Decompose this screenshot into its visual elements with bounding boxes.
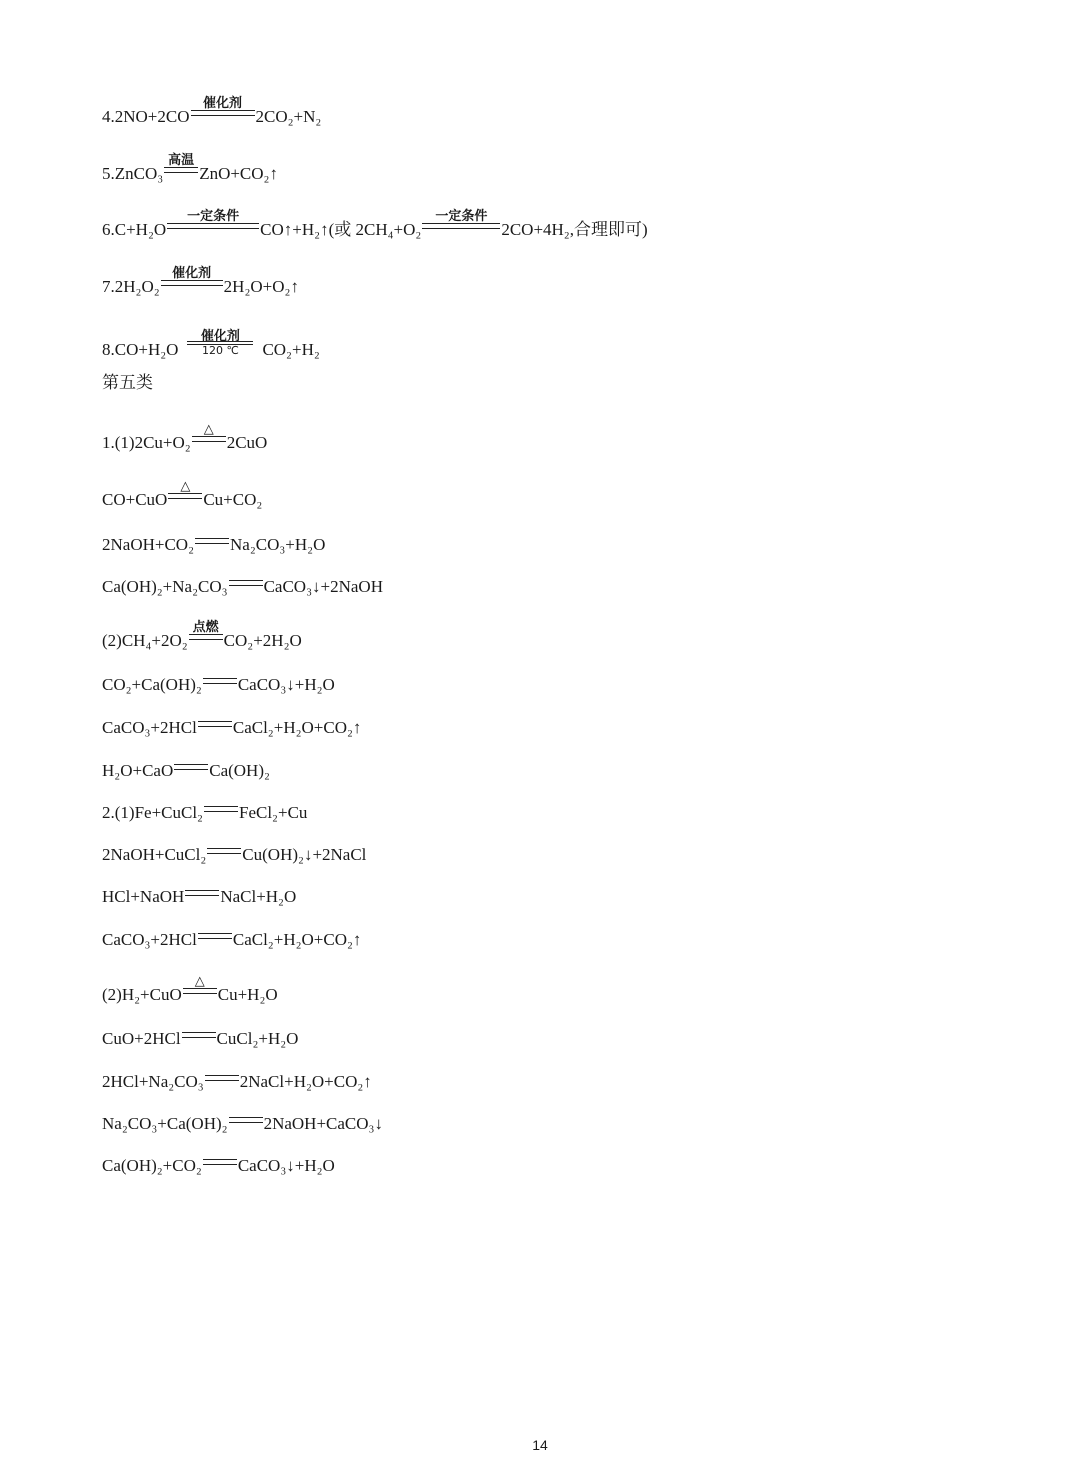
equation-line bbox=[102, 1024, 298, 1049]
reaction-equals-sign bbox=[202, 670, 238, 690]
equation-text: 2CO+4H₂,合理即可) bbox=[501, 220, 648, 239]
equation-text: 2CuO bbox=[226, 433, 268, 452]
double-line-equals bbox=[195, 538, 229, 544]
equation-text: Na₂CO₃+H₂O bbox=[230, 535, 326, 554]
double-line-equals bbox=[229, 580, 263, 586]
double-line-equals bbox=[204, 806, 238, 812]
reaction-condition-label: 一定条件 bbox=[187, 209, 240, 224]
equation-text: Cu+CO₂ bbox=[203, 490, 263, 509]
reaction-condition-label: 催化剂 bbox=[200, 329, 240, 344]
reaction-condition-label: △ bbox=[180, 479, 191, 494]
equation-text: CaCl₂+H₂O+CO₂↑ bbox=[232, 930, 362, 949]
equation-text: FeCl₂+Cu bbox=[239, 803, 308, 822]
double-line-equals bbox=[161, 280, 223, 286]
double-line-equals bbox=[205, 1075, 239, 1081]
reaction-equals-sign bbox=[190, 96, 256, 122]
page-number: 14 bbox=[532, 1437, 548, 1453]
equation-line bbox=[102, 266, 299, 297]
reaction-equals-sign bbox=[173, 756, 209, 776]
equation-text: CuO+2HCl bbox=[102, 1029, 181, 1048]
equation-text: CO₂+H₂ bbox=[262, 340, 320, 359]
double-line-equals bbox=[185, 890, 219, 896]
reaction-equals-sign bbox=[167, 479, 203, 505]
section-heading bbox=[102, 373, 153, 393]
reaction-equals-sign bbox=[421, 209, 501, 235]
reaction-equals-sign bbox=[166, 209, 260, 235]
reaction-condition-label: △ bbox=[194, 974, 205, 989]
equation-line bbox=[102, 530, 325, 555]
double-line-equals bbox=[167, 223, 259, 229]
equation-line bbox=[102, 882, 296, 907]
reaction-equals-sign bbox=[203, 798, 239, 818]
equation-line bbox=[102, 925, 361, 950]
reaction-condition-label: 高温 bbox=[168, 153, 195, 168]
reaction-condition-label: 一定条件 bbox=[435, 209, 488, 224]
double-line-equals bbox=[198, 933, 232, 939]
reaction-equals-sign bbox=[163, 153, 199, 179]
equation-text: Ca(OH)₂ bbox=[209, 761, 270, 780]
equation-text: CuCl₂+H₂O bbox=[216, 1029, 299, 1048]
equation-text: 2.(1)Fe+CuCl₂ bbox=[102, 803, 203, 822]
equation-text: CO₂+Ca(OH)₂ bbox=[102, 675, 202, 694]
double-line-equals bbox=[203, 678, 237, 684]
equation-text: 2NaOH+CuCl₂ bbox=[102, 845, 207, 864]
equation-line bbox=[102, 329, 320, 360]
equation-text: Cu+H₂O bbox=[217, 985, 278, 1004]
equation-text: 7.2H₂O₂ bbox=[102, 277, 160, 296]
double-line-equals bbox=[191, 110, 255, 116]
reaction-equals-sign bbox=[204, 1067, 240, 1087]
equation-text: CO↑+H₂↑(或 2CH₄+O₂ bbox=[260, 220, 422, 239]
equation-line bbox=[102, 1109, 383, 1134]
reaction-equals-sign bbox=[160, 266, 224, 292]
equation-line bbox=[102, 479, 263, 510]
reaction-equals-sign bbox=[186, 329, 254, 357]
equation-text: 2NaCl+H₂O+CO₂↑ bbox=[239, 1072, 372, 1091]
double-line-equals bbox=[187, 341, 253, 345]
equation-line bbox=[102, 974, 278, 1005]
equation-line bbox=[102, 798, 307, 823]
equation-line bbox=[102, 713, 361, 738]
double-line-equals bbox=[174, 764, 208, 770]
equation-text: Ca(OH)₂+CO₂ bbox=[102, 1156, 202, 1175]
equation-text: 5.ZnCO₃ bbox=[102, 164, 164, 183]
equation-line bbox=[102, 153, 278, 184]
equation-text: Na₂CO₃+Ca(OH)₂ bbox=[102, 1114, 228, 1133]
equation-text: 1.(1)2Cu+O₂ bbox=[102, 433, 191, 452]
reaction-equals-sign bbox=[188, 620, 224, 646]
equation-text: CaCO₃+2HCl bbox=[102, 718, 197, 737]
reaction-equals-sign bbox=[194, 530, 230, 550]
equation-text: Cu(OH)₂↓+2NaCl bbox=[242, 845, 367, 864]
equation-text: 2HCl+Na₂CO₃ bbox=[102, 1072, 204, 1091]
equation-line bbox=[102, 572, 383, 597]
equation-text: CO+CuO bbox=[102, 490, 168, 509]
equation-line bbox=[102, 670, 335, 695]
reaction-condition-label: △ bbox=[203, 422, 214, 437]
equation-text: (2)H₂+CuO bbox=[102, 985, 182, 1004]
equation-text: CaCO₃↓+H₂O bbox=[237, 1156, 335, 1175]
double-line-equals bbox=[229, 1117, 263, 1123]
equation-line bbox=[102, 96, 322, 127]
equation-line bbox=[102, 209, 648, 240]
double-line-equals bbox=[192, 436, 226, 442]
reaction-equals-sign bbox=[228, 1109, 264, 1129]
equation-text: NaCl+H₂O bbox=[220, 887, 297, 906]
equation-line bbox=[102, 1151, 335, 1176]
double-line-equals bbox=[207, 848, 241, 854]
double-line-equals bbox=[164, 167, 198, 173]
equation-text: HCl+NaOH bbox=[102, 887, 185, 906]
equation-text: CaCl₂+H₂O+CO₂↑ bbox=[232, 718, 362, 737]
reaction-equals-sign bbox=[191, 422, 227, 448]
equation-line bbox=[102, 1067, 372, 1092]
equation-text: CaCO₃+2HCl bbox=[102, 930, 197, 949]
reaction-equals-sign bbox=[197, 713, 233, 733]
double-line-equals bbox=[203, 1159, 237, 1165]
double-line-equals bbox=[168, 493, 202, 499]
equation-text: CO₂+2H₂O bbox=[223, 631, 302, 650]
equation-line bbox=[102, 840, 366, 865]
equation-text: (2)CH₄+2O₂ bbox=[102, 631, 188, 650]
double-line-equals bbox=[422, 223, 500, 229]
reaction-temperature-label: 120 ℃ bbox=[202, 344, 239, 357]
equation-text: 8.CO+H₂O bbox=[102, 340, 179, 359]
reaction-equals-sign bbox=[197, 925, 233, 945]
reaction-equals-sign bbox=[181, 1024, 217, 1044]
equation-text: 2CO₂+N₂ bbox=[255, 107, 322, 126]
equation-text: Ca(OH)₂+Na₂CO₃ bbox=[102, 577, 228, 596]
reaction-equals-sign bbox=[228, 572, 264, 592]
reaction-condition-label: 点燃 bbox=[192, 620, 219, 635]
equation-line bbox=[102, 756, 270, 781]
reaction-equals-sign bbox=[182, 974, 218, 1000]
double-line-equals bbox=[189, 634, 223, 640]
reaction-condition-label: 催化剂 bbox=[172, 266, 212, 281]
equation-line bbox=[102, 620, 302, 651]
double-line-equals bbox=[182, 1032, 216, 1038]
equation-text: 6.C+H₂O bbox=[102, 220, 167, 239]
equation-text: ZnO+CO₂↑ bbox=[199, 164, 278, 183]
equation-text: 2H₂O+O₂↑ bbox=[223, 277, 299, 296]
double-line-equals bbox=[198, 721, 232, 727]
equation-text: CaCO₃↓+2NaOH bbox=[263, 577, 383, 596]
equation-text: 2NaOH+CO₂ bbox=[102, 535, 195, 554]
double-line-equals bbox=[183, 988, 217, 994]
equation-text: 2NaOH+CaCO₃↓ bbox=[263, 1114, 383, 1133]
equation-text: CaCO₃↓+H₂O bbox=[237, 675, 335, 694]
equation-text: H₂O+CaO bbox=[102, 761, 174, 780]
section-heading-text: 第五类 bbox=[102, 373, 153, 392]
reaction-condition-label: 催化剂 bbox=[203, 96, 243, 111]
reaction-equals-sign bbox=[206, 840, 242, 860]
reaction-equals-sign bbox=[202, 1151, 238, 1171]
equation-line bbox=[102, 422, 268, 453]
reaction-equals-sign bbox=[184, 882, 220, 902]
equation-text: 4.2NO+2CO bbox=[102, 107, 190, 126]
